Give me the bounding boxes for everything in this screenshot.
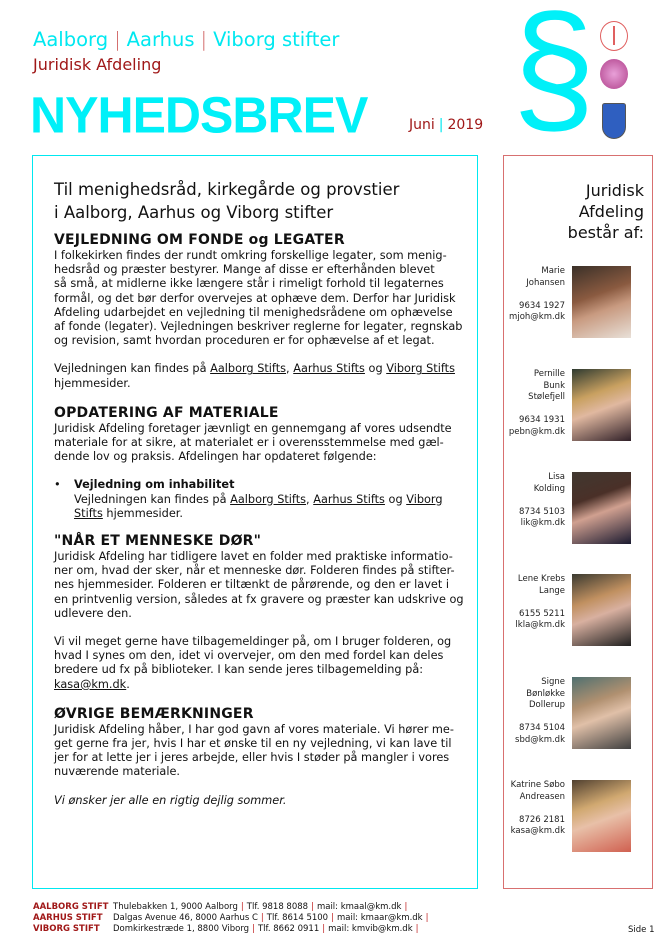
viborg-coat-of-arms-icon <box>602 103 626 139</box>
newsletter-title: NYHEDSBREV <box>30 86 368 144</box>
issue-date <box>409 117 483 133</box>
staff-member <box>505 574 651 646</box>
staff-name: Marie Johansen <box>526 266 565 288</box>
separator: | <box>240 902 244 912</box>
staff-email[interactable]: sbd@km.dk <box>515 734 565 745</box>
staff-name: Katrine Søbo Andreasen <box>510 780 565 802</box>
separator: | <box>260 913 264 923</box>
diocese-aarhus: Aarhus <box>126 28 195 51</box>
text: . <box>126 677 130 691</box>
issue-year: 2019 <box>447 117 484 133</box>
separator: | <box>438 117 444 133</box>
text: og <box>364 362 387 376</box>
link-aalborg-stift[interactable]: Aalborg Stifts <box>210 362 287 376</box>
footer-contact-row <box>33 902 410 913</box>
separator: | <box>311 902 314 912</box>
diocese-viborg: Viborg stifter <box>213 28 340 51</box>
footer-contact-row <box>33 913 431 924</box>
issue-month: Juni <box>409 117 435 133</box>
section-body-fonde: I folkekirken findes der rundt omkring forskellige legater, som menig- hedsråd og præster bestyrer. Mange af disse er efterhånden blevet så små, at midlerne ikke længere står i rimeligt forhold til legaternes formål, og det bør derfor overvejes at ophæve dem. Derfor har Juridisk Afdeling udarbejdet en vejledning til menighedsrådene om ophævelse af fonde (legater). Vejledningen beskriver reglerne for legater, regnskab og revision, samt hvordan proceduren er for ophævelse af et legat. <box>54 249 463 348</box>
link-aarhus-stift[interactable]: Aarhus Stifts <box>313 492 385 506</box>
text: hjemmesider. <box>54 376 131 390</box>
separator: | <box>322 924 326 934</box>
staff-info <box>485 266 565 324</box>
separator: | <box>404 902 408 912</box>
staff-phone: 9634 1927 <box>519 300 565 311</box>
section-body-materiale: Juridisk Afdeling foretager jævnligt en gennemgang af vores udsendte materiale for at sikre, at materialet er i overensstemmelse med gæl- dende lov og praksis. Afdelingen har opdateret følgende: <box>54 421 452 464</box>
text: Vi vil meget gerne have tilbagemeldinger på, om I bruger folderen, og hvad I synes om den, idet vi overvejer, om den med fordel kan deles bredere ud fx på biblioteker. I kan sende jeres tilbagemelding på: <box>54 635 452 677</box>
staff-member <box>505 266 651 338</box>
section-heading-fonde: VEJLEDNING OM FONDE og LEGATER <box>54 232 345 248</box>
staff-email[interactable]: mjoh@km.dk <box>509 312 565 322</box>
text: og <box>384 492 407 506</box>
staff-phone: 8726 2181 <box>519 814 565 825</box>
email[interactable]: mail: kmaar@km.dk <box>336 913 423 923</box>
staff-photo <box>572 369 631 441</box>
paragraph-symbol-logo: § <box>512 0 596 151</box>
address: Dalgas Avenue 46, 8000 Aarhus C <box>113 913 258 923</box>
staff-member <box>505 677 651 749</box>
address: Domkirkestræde 1, 8800 Viborg <box>113 924 250 934</box>
section-heading-doed: "NÅR ET MENNESKE DØR" <box>54 533 262 550</box>
staff-phone: 8734 5104 <box>519 723 565 733</box>
closing-text: Vi ønsker jer alle en rigtig dejlig sommer. <box>54 793 287 807</box>
staff-photo <box>572 574 631 646</box>
separator: | <box>200 28 208 51</box>
staff-email[interactable]: pebn@km.dk <box>508 426 565 437</box>
bullet-icon: • <box>54 478 61 492</box>
address: Thulebakken 1, 9000 Aalborg <box>113 902 238 912</box>
staff-name: Lene Krebs Lange <box>517 574 565 596</box>
fonde-links-paragraph <box>54 362 474 390</box>
closing-greeting <box>54 794 474 808</box>
staff-info <box>485 472 565 530</box>
page-number: Side 1 <box>628 925 655 935</box>
department-name: Juridisk Afdeling <box>33 55 162 74</box>
separator: | <box>425 913 429 923</box>
staff-info <box>485 369 565 438</box>
staff-name: Lisa Kolding <box>533 472 565 494</box>
text: , <box>286 362 294 376</box>
phone: Tlf. 9818 8088 <box>246 902 309 912</box>
section-body-doed: Juridisk Afdeling har tidligere lavet en folder med praktiske informatio- ner om, hvad der sker, når et menneske dør. Folderen findes på stifter- nes hjemmesider. Folderen er tiltænkt de pårørende, og den er lavet i en printvenlig version, således at fx gravere og præster kan udskrive og udlevere den. <box>54 550 464 620</box>
section-heading-materiale: OPDATERING AF MATERIALE <box>54 404 279 421</box>
staff-photo <box>572 266 631 338</box>
staff-photo <box>572 677 631 749</box>
staff-email[interactable]: kasa@km.dk <box>510 826 565 836</box>
staff-email[interactable]: lkla@km.dk <box>515 620 565 630</box>
aalborg-seal-icon <box>600 21 628 51</box>
staff-member <box>505 472 651 544</box>
section-heading-bemaerkninger: ØVRIGE BEMÆRKNINGER <box>54 705 254 722</box>
dioceses-line <box>33 28 339 51</box>
staff-info <box>485 780 565 838</box>
aarhus-seal-icon <box>600 59 628 89</box>
intro-heading: Til menighedsråd, kirkegårde og provstier i Aalborg, Aarhus og Viborg stifter <box>54 180 400 222</box>
staff-name: Signe Bønløkke Dollerup <box>526 677 565 710</box>
phone: Tlf. 8662 0911 <box>257 924 320 934</box>
link-aarhus-stift[interactable]: Aarhus Stifts <box>293 362 365 376</box>
staff-photo <box>572 472 631 544</box>
main-content <box>54 178 474 822</box>
staff-member <box>505 369 651 441</box>
diocese-label: VIBORG STIFT <box>33 924 100 934</box>
separator: | <box>252 924 255 934</box>
staff-info <box>485 677 565 746</box>
staff-info <box>485 574 565 632</box>
separator: | <box>114 28 121 51</box>
email-link[interactable]: kasa@km.dk <box>54 677 127 691</box>
email[interactable]: mail: kmvib@km.dk <box>328 924 413 934</box>
bullet-title: Vejledning om inhabilitet <box>74 478 235 492</box>
separator: | <box>415 924 419 934</box>
phone: Tlf. 8614 5100 <box>266 913 329 923</box>
feedback-paragraph <box>54 635 474 692</box>
link-viborg-stift[interactable]: Viborg Stifts <box>386 362 455 376</box>
separator: | <box>331 913 334 923</box>
list-item <box>54 478 474 521</box>
text: Vejledningen kan findes på <box>54 362 211 376</box>
text: Vejledningen kan findes på <box>74 492 231 506</box>
section-body-bemaerkninger: Juridisk Afdeling håber, I har god gavn af vores materiale. Vi hører me- get gerne fra jer, hvis I har et ønske til en ny vejledning, vi kan lave til jer for at lette jer i jeres arbejde, eller hvis I støder på mangler i vores nuværende materiale. <box>54 722 454 779</box>
link-aalborg-stift[interactable]: Aalborg Stifts <box>230 492 307 506</box>
staff-phone: 8734 5103 <box>519 506 565 517</box>
link-viborg-stift[interactable]: Viborg Stifts <box>74 492 443 520</box>
diocese-label: AALBORG STIFT <box>33 902 109 912</box>
text: , <box>306 492 314 506</box>
staff-member <box>505 780 651 852</box>
staff-email[interactable]: lik@km.dk <box>520 518 565 528</box>
diocese-label: AARHUS STIFT <box>33 913 103 923</box>
staff-name: Pernille Bunk Stølefjell <box>528 369 565 402</box>
staff-phone: 6155 5211 <box>519 608 565 619</box>
diocese-aalborg: Aalborg <box>33 28 109 51</box>
staff-phone: 9634 1931 <box>519 415 565 425</box>
footer-contact-row <box>33 924 422 935</box>
sidebar-title: Juridisk Afdeling består af: <box>567 181 644 242</box>
text: hjemmesider. <box>102 506 183 520</box>
staff-photo <box>572 780 631 852</box>
email[interactable]: mail: kmaal@km.dk <box>316 902 402 912</box>
